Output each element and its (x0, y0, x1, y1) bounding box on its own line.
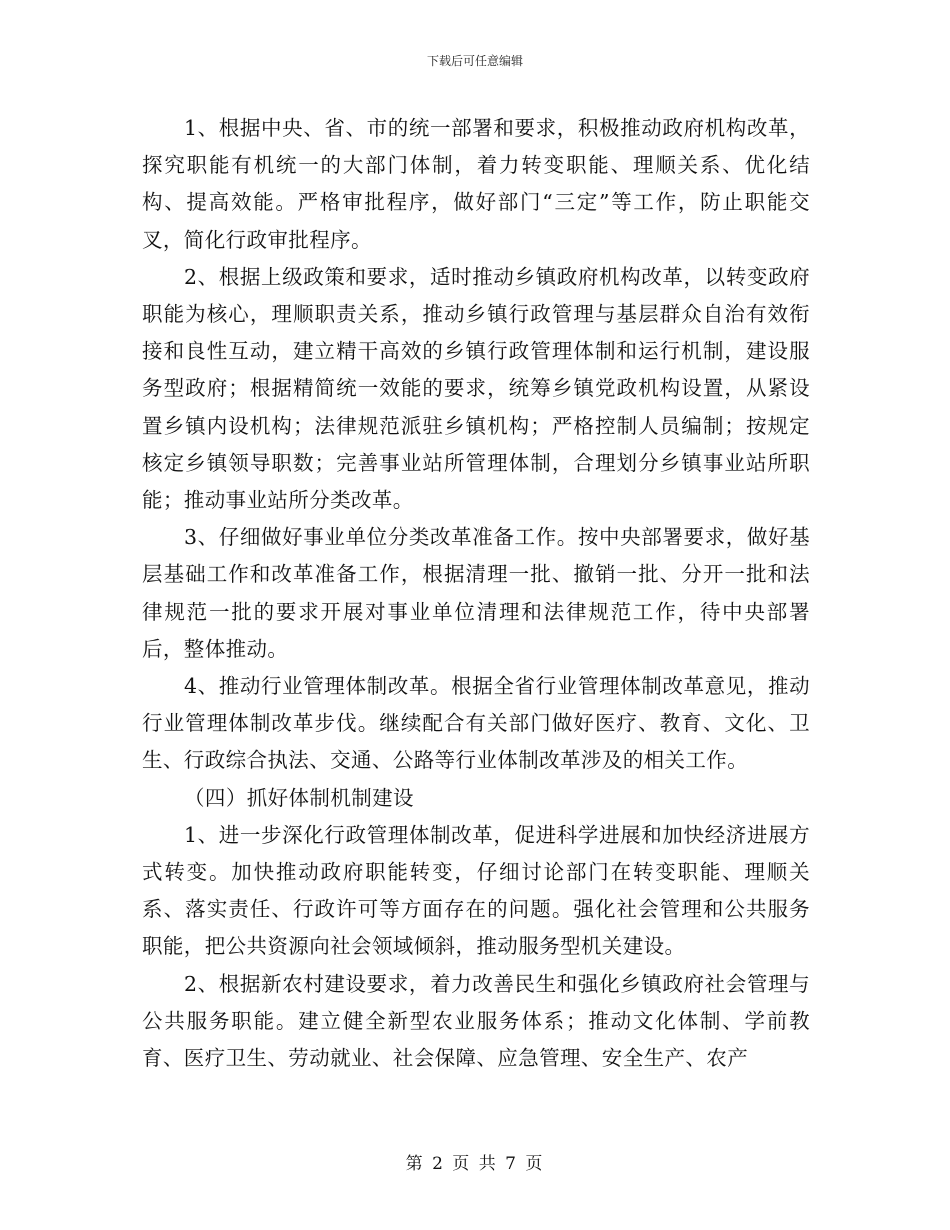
document-body (142, 110, 810, 1077)
section-heading: （四）抓好体制机制建设 (184, 785, 414, 810)
paragraph-5: 1、进一步深化行政管理体制改革，促进科学进展和加快经济进展方式转变。加快推动政府职能转变，仔细讨论部门在转变职能、理顺关系、落实责任、行政许可等方面存在的问题。强化社会管理和公共服务职能，把公共资源向社会领域倾斜，推动服务型机关建设。 (142, 822, 810, 959)
paragraph-2: 2、根据上级政策和要求，适时推动乡镇政府机构改革，以转变政府职能为核心，理顺职责关系，推动乡镇行政管理与基层群众自治有效衔接和良性互动，建立精干高效的乡镇行政管理体制和运行机制，建设服务型政府；根据精简统一效能的要求，统筹乡镇党政机构设置，从紧设置乡镇内设机构；法律规范派驻乡镇机构；严格控制人员编制；按规定核定乡镇领导职数；完善事业站所管理体制，合理划分乡镇事业站所职能；推动事业站所分类改革。 (142, 264, 810, 513)
page-header: 下载后可任意编辑 (426, 54, 523, 68)
paragraph-1: 1、根据中央、省、市的统一部署和要求，积极推动政府机构改革，探究职能有机统一的大部门体制，着力转变职能、理顺关系、优化结构、提高效能。严格审批程序，做好部门“三定”等工作，防止职能交叉，简化行政审批程序。 (142, 116, 810, 252)
page-footer: 第 2 页 共 7 页 (405, 1154, 545, 1174)
paragraph-6: 2、根据新农村建设要求，着力改善民生和强化乡镇政府社会管理与公共服务职能。建立健全新型农业服务体系；推动文化体制、学前教育、医疗卫生、劳动就业、社会保障、应急管理、安全生产、农产 (142, 971, 810, 1071)
paragraph-3: 3、仔细做好事业单位分类改革准备工作。按中央部署要求，做好基层基础工作和改革准备工作，根据清理一批、撤销一批、分开一批和法律规范一批的要求开展对事业单位清理和法律规范工作，待中央部署后，整体推动。 (142, 525, 810, 661)
paragraph-4: 4、推动行业管理体制改革。根据全省行业管理体制改革意见，推动行业管理体制改革步伐。继续配合有关部门做好医疗、教育、文化、卫生、行政综合执法、交通、公路等行业体制改革涉及的相关工作。 (142, 674, 810, 773)
